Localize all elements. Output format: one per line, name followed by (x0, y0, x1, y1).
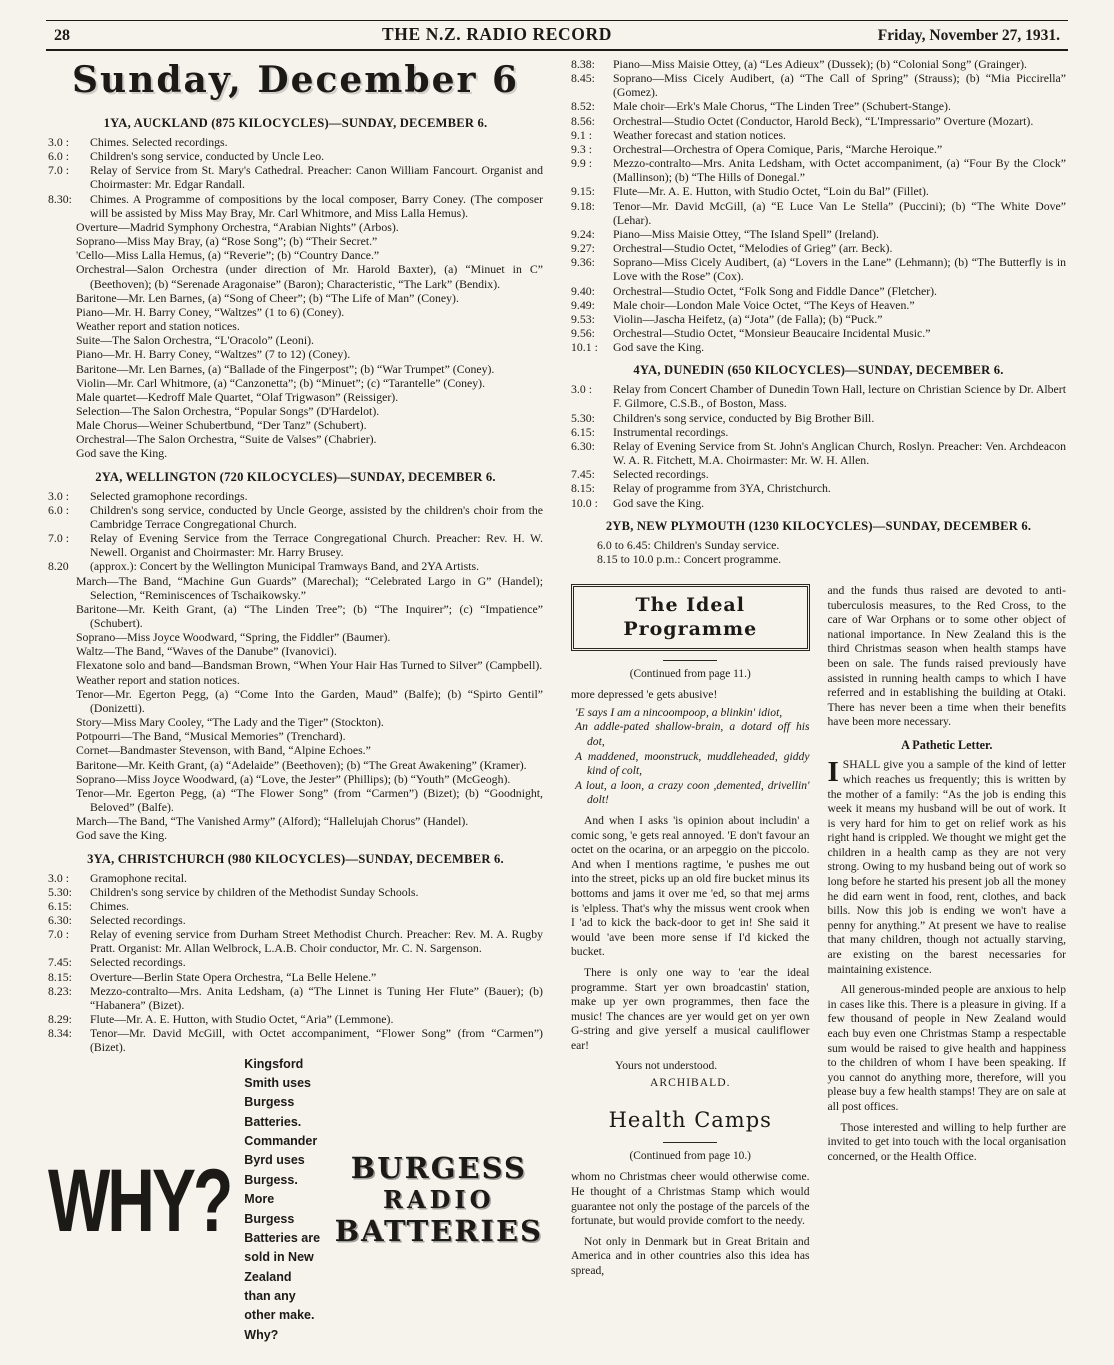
poem-line: A maddened, moonstruck, muddleheaded, giddy kind of colt, (575, 749, 810, 778)
entry-time: 8.20 (48, 559, 69, 574)
programme-entry (48, 262, 543, 290)
entry-time: 9.27: (571, 241, 595, 256)
poem-block (571, 706, 810, 808)
programme-entries (571, 382, 1066, 509)
programme-entry (571, 142, 1066, 156)
station-section (48, 116, 543, 461)
programme-entry (48, 163, 543, 191)
entry-text: (approx.): Concert by the Wellington Municipal Tramways Band, and 2YA Artists. (90, 559, 480, 574)
ideal-programme-body (571, 814, 810, 1054)
entry-text: Orchestral—Studio Octet (Conductor, Harold Beck), “L'Impressario” Overture (Mozart). (613, 113, 1034, 128)
entry-time: 6.30: (48, 912, 72, 927)
programme-entry (48, 135, 543, 149)
entry-text: Piano—Mr. H. Barry Coney, “Waltzes” (7 to 12) (Coney). (76, 347, 351, 362)
programme-entry (48, 743, 543, 757)
entry-text: Soprano—Miss Joyce Woodward, “Spring, the Fiddler” (Baumer). (76, 630, 391, 645)
article-paragraph: and the funds thus raised are devoted to anti-tuberculosis measures, to the Red Cross, to the care of War Orphans or to some other object of national importance. In New Zealand this is the third Christmas season when health stamps have been on sale. The funds raised previously have assisted in running health camps to which I have referred and in establishing the building at Otaki. There has never been a time when their benefits have been more necessary. (827, 584, 1066, 729)
programme-entry (571, 312, 1066, 326)
programme-entry (48, 729, 543, 743)
entry-text: Children's song service, conducted by Uncle George, assisted by the children's choir from the Cambridge Terrace Congregational Church. (90, 502, 543, 531)
programme-entry (571, 227, 1066, 241)
poem-line: 'E says I am a nincoompoop, a blinkin' idiot, (575, 705, 783, 719)
article-column-right (828, 584, 1067, 1285)
articles-section (571, 584, 1066, 1285)
entry-time: 8.30: (48, 191, 72, 206)
programme-entry (48, 814, 543, 828)
pathetic-letter-heading: A Pathetic Letter. (901, 737, 993, 752)
programme-entry (48, 828, 543, 842)
article-body-right (828, 983, 1067, 1164)
entry-time: 8.56: (571, 113, 595, 128)
drop-cap: I (827, 756, 839, 789)
programme-entries (571, 57, 1066, 354)
programme-entry (571, 255, 1066, 283)
entry-text: Selection—The Salon Orchestra, “Popular Songs” (D'Hardelot). (76, 403, 380, 418)
entry-time: 6.15: (571, 424, 595, 439)
entry-time: 7.0 : (48, 163, 69, 178)
programme-entry (48, 531, 543, 559)
entry-time: 8.15: (571, 481, 595, 496)
programme-entry (48, 489, 543, 503)
programme-entry (48, 644, 543, 658)
entry-time: 6.30: (571, 438, 595, 453)
entry-text: Waltz—The Band, “Waves of the Danube” (Ivanovici). (76, 644, 337, 659)
programme-entry (48, 192, 543, 220)
programme-entries (48, 871, 543, 1055)
ideal-programme-title: The Ideal Programme (623, 594, 758, 640)
entry-text: 'Cello—Miss Lalla Hemus, (a) “Reverie”; (b) “Country Dance.” (76, 248, 380, 263)
entry-text: 6.0 to 6.45: Children's Sunday service. (597, 537, 780, 552)
programme-entry (571, 467, 1066, 481)
entry-text: Selected recordings. (90, 912, 186, 927)
entry-text: Piano—Miss Maisie Ottey, “The Island Spell” (Ireland). (613, 226, 879, 241)
entry-time: 3.0 : (571, 382, 592, 397)
entry-time: 9.18: (571, 198, 595, 213)
entry-text: Piano—Mr. H. Barry Coney, “Waltzes” (1 to 6) (Coney). (76, 304, 345, 319)
programme-entry (571, 496, 1066, 510)
entry-time: 9.40: (571, 283, 595, 298)
programme-entries (571, 538, 1066, 566)
article-paragraph: whom no Christmas cheer would otherwise come. He thought of a Christmas Stamp which would guarantee not only the postage of the parcels of the fortunate, but would provide comfort to the needy. (571, 1170, 810, 1228)
entry-text: Soprano—Miss Cicely Audibert, (a) “The Call of Spring” (Strauss); (b) “Mia Piccirella” (Gomez). (613, 71, 1066, 100)
programme-entries (48, 489, 543, 843)
entry-text: Selected recordings. (90, 955, 186, 970)
day-heading: Sunday, December 6 (71, 59, 520, 101)
entry-time: 5.30: (571, 410, 595, 425)
advert-copy: Kingsford Smith uses Burgess Batteries. Commander Byrd uses Burgess. More Burgess Batteries are sold in New Zealand than any other make. Why? (244, 1056, 321, 1342)
programme-entry (571, 481, 1066, 495)
programme-entry (571, 199, 1066, 227)
entry-text: Orchestral—Studio Octet, “Folk Song and Fiddle Dance” (Fletcher). (613, 283, 938, 298)
entry-text: Piano—Miss Maisie Ottey, (a) “Les Adieux” (Dussek); (b) “Colonial Song” (Grainger). (613, 57, 1027, 71)
entry-text: March—The Band, “Machine Gun Guards” (Marechal); “Celebrated Largo in G” (Handel); Selection, “Reminiscences of Tschaikowsky.” (76, 573, 543, 602)
entry-text: Mezzo-contralto—Mrs. Anita Ledsham, with Octet accompaniment, (a) “Four By the Clock” (Mallinson); (b) “The Hills of Donegal.” (613, 156, 1066, 185)
entry-text: Baritone—Mr. Keith Grant, (a) “Adelaide” (Beethoven); (b) “The Great Awakening” (Kramer). (76, 757, 527, 772)
entry-time: 8.45: (571, 71, 595, 86)
programme-entry (571, 298, 1066, 312)
ideal-programme-title-box (571, 584, 810, 651)
station-section (571, 57, 1066, 354)
programme-entry (571, 382, 1066, 410)
entry-text: Children's song service by children of the Methodist Sunday Schools. (90, 884, 419, 899)
programme-entry (48, 347, 543, 361)
entry-time: 9.53: (571, 311, 595, 326)
entry-text: Male choir—Erk's Male Chorus, “The Linden Tree” (Schubert-Stange). (613, 99, 951, 114)
entry-text: Relay of Evening Service from St. John's Anglican Church, Roslyn. Preacher: Ven. Archdeacon W. A. R. Fitchett, M.A. Choirmaster: Mr. W. H. Allen. (613, 438, 1066, 468)
advert-why-headline: WHY? (48, 1149, 231, 1250)
health-camps-body (571, 1170, 810, 1278)
programme-entry (571, 326, 1066, 340)
entry-text: Tenor—Mr. David McGill, (a) “E Luce Van Le Stella” (Puccini); (b) “The White Dove” (Lehar). (613, 198, 1066, 227)
programme-entry (571, 552, 1066, 566)
station-section (571, 363, 1066, 509)
entry-text: 8.15 to 10.0 p.m.: Concert programme. (597, 551, 782, 566)
station-heading: 2YB, NEW PLYMOUTH (1230 KILOCYCLES)—SUNDAY, DECEMBER 6. (605, 518, 1032, 533)
entry-text: Tenor—Mr. Egerton Pegg, (a) “The Flower Song” (from “Carmen”) (Bizet); (b) “Goodnight, Beloved” (Balfe). (76, 785, 543, 815)
entry-text: Soprano—Miss May Bray, (a) “Rose Song”; (b) “Their Secret.” (76, 234, 378, 249)
entry-text: Chimes. (90, 898, 129, 913)
programme-entry (48, 913, 543, 927)
entry-text: Selected gramophone recordings. (90, 488, 248, 503)
entry-time: 3.0 : (48, 870, 69, 885)
programme-entry (48, 574, 543, 602)
entry-text: Overture—Madrid Symphony Orchestra, “Arabian Nights” (Arbos). (76, 219, 399, 234)
programme-entry (48, 899, 543, 913)
programme-entry (48, 687, 543, 715)
entry-time: 9.9 : (571, 156, 592, 171)
programme-entry (48, 362, 543, 376)
programme-entry (48, 885, 543, 899)
entry-text: Baritone—Mr. Keith Grant, (a) “The Linden Tree”; (b) “The Inquirer”; (c) “Impatience” (Schubert). (76, 601, 543, 630)
entry-text: Relay of Evening Service from the Terrace Congregational Church. Preacher: Rev. H. W. Newell. Organist and Choirmaster: Mr. Harry Brusey. (90, 531, 543, 560)
programme-entry (48, 319, 543, 333)
entry-text: Selected recordings. (613, 467, 709, 482)
entry-text: Tenor—Mr. David McGill, with Octet accompaniment, “Flower Song” (from “Carmen”) (Bizet). (90, 1026, 543, 1055)
programme-entry (48, 305, 543, 319)
continued-from-note: (Continued from page 10.) (629, 1150, 751, 1163)
entry-time: 6.15: (48, 898, 72, 913)
programme-entry (48, 291, 543, 305)
programme-entry (571, 439, 1066, 467)
programme-entry (571, 114, 1066, 128)
entry-text: Baritone—Mr. Len Barnes, (a) “Ballade of the Fingerpost”; (b) “War Trumpet” (Coney). (76, 361, 495, 376)
entry-text: Relay of Service from St. Mary's Cathedral. Preacher: Canon William Fancourt. Organist and Choirmaster: Mr. Edgar Randall. (90, 163, 543, 192)
entry-text: Soprano—Miss Joyce Woodward, (a) “Love, the Jester” (Phillips); (b) “Youth” (McGeogh). (76, 771, 511, 786)
entry-time: 8.52: (571, 99, 595, 114)
entry-text: Flute—Mr. A. E. Hutton, with Studio Octet, “Loin du Bal” (Fillet). (613, 184, 929, 199)
entry-text: Orchestral—The Salon Orchestra, “Suite de Valses” (Chabrier). (76, 432, 377, 447)
entry-text: Chimes. A Programme of compositions by the local composer, Barry Coney. (The composer will be assisted by Miss May Bray, Mr. Carl Whitmore, and Miss Lalla Hemus). (90, 191, 543, 220)
entry-text: Children's song service, conducted by Big Brother Bill. (613, 410, 875, 425)
programme-entry (48, 715, 543, 729)
entry-text: Instrumental recordings. (613, 424, 729, 439)
poem-line: An addle-pated shallow-brain, a dotard off his dot, (575, 720, 810, 749)
programme-entry (571, 538, 1066, 552)
entry-text: Chimes. Selected recordings. (90, 135, 228, 149)
station-heading: 2YA, WELLINGTON (720 KILOCYCLES)—SUNDAY, DECEMBER 6. (95, 469, 496, 484)
entry-text: Relay from Concert Chamber of Dunedin Town Hall, lecture on Christian Science by Dr. Albert F. Gilmore, C.S.B., of Boston, Mass. (613, 382, 1066, 411)
programme-entry (48, 630, 543, 644)
entry-text: March—The Band, “The Vanished Army” (Alford); “Hallelujah Chorus” (Handel). (76, 814, 469, 829)
entry-time: 8.34: (48, 1026, 72, 1041)
entry-time: 6.0 : (48, 502, 69, 517)
programme-entry (48, 333, 543, 347)
entry-text: Soprano—Miss Cicely Audibert, (a) “Lovers in the Lane” (Lehmann); (b) “The Butterfly is in Love with the Rose” (Cox). (613, 255, 1066, 284)
entry-text: Baritone—Mr. Len Barnes, (a) “Song of Cheer”; (b) “The Life of Man” (Coney). (76, 290, 459, 305)
station-listings-left (48, 107, 543, 1055)
entry-time: 7.0 : (48, 531, 69, 546)
paper-title: THE N.Z. RADIO RECORD (382, 24, 612, 44)
programme-entry (571, 57, 1066, 71)
entry-text: Violin—Jascha Heifetz, (a) “Jota” (de Falla); (b) “Puck.” (613, 311, 883, 326)
article-paragraph: There is only one way to 'ear the ideal programme. Start yer own broadcastin' station, make up yer own programmes, then face the music! The chances are yer would get on yer own G-string and give yerself a musical cauliflower ear! (571, 965, 810, 1052)
entry-time: 9.49: (571, 297, 595, 312)
left-column (48, 57, 543, 1342)
ornament-rule (663, 1139, 717, 1143)
programme-entry (48, 786, 543, 814)
masthead-row (46, 21, 1068, 49)
entry-time: 10.1 : (571, 340, 598, 355)
programme-entry (571, 71, 1066, 99)
programme-entry (571, 99, 1066, 113)
programme-entry (48, 658, 543, 672)
entry-text: Tenor—Mr. Egerton Pegg, (a) “Come Into the Garden, Maud” (Balfe); (b) “Spirto Gentil” (Donizetti). (76, 686, 543, 715)
entry-text: Mezzo-contralto—Mrs. Anita Ledsham, (a) “The Linnet is Tuning Her Flute” (Bauer); (b) “Habanera” (Bizet). (90, 983, 543, 1012)
programme-entry (48, 970, 543, 984)
programme-entry (48, 772, 543, 786)
programme-entry (571, 128, 1066, 142)
programme-entry (571, 284, 1066, 298)
brand-word-burgess: BURGESS (350, 1151, 527, 1186)
programme-entry (48, 927, 543, 955)
entry-text: Orchestral—Studio Octet, “Melodies of Grieg” (arr. Beck). (613, 241, 893, 256)
programme-entry (48, 446, 543, 460)
programme-entry (48, 984, 543, 1012)
station-heading: 1YA, AUCKLAND (875 KILOCYCLES)—SUNDAY, DECEMBER 6. (103, 116, 488, 130)
station-section (48, 470, 543, 843)
entry-text: God save the King. (76, 446, 168, 461)
entry-time: 8.29: (48, 1012, 72, 1027)
programme-entry (571, 156, 1066, 184)
entry-text: Relay of programme from 3YA, Christchurch. (613, 481, 831, 496)
burgess-advert (48, 1055, 543, 1346)
entry-text: Potpourri—The Band, “Musical Memories” (Trenchard). (76, 729, 346, 744)
programme-entry (48, 418, 543, 432)
station-heading: 4YA, DUNEDIN (650 KILOCYCLES)—SUNDAY, DECEMBER 6. (633, 363, 1004, 378)
article-paragraph: Not only in Denmark but in Great Britain and America and in other countries also this idea has spread, (571, 1234, 810, 1278)
entry-time: 3.0 : (48, 135, 69, 149)
station-section (48, 852, 543, 1055)
programme-entry (48, 955, 543, 969)
programme-entry (48, 390, 543, 404)
programme-entry (48, 149, 543, 163)
entry-time: 9.56: (571, 325, 595, 340)
entry-text: Flexatone solo and band—Bandsman Brown, “When Your Hair Has Turned to Silver” (Campbell). (76, 658, 543, 673)
continued-from-note: (Continued from page 11.) (629, 667, 751, 680)
pathetic-letter-paragraph (828, 758, 1067, 977)
entry-text: Cornet—Bandmaster Stevenson, with Band, “Alpine Echoes.” (76, 743, 371, 758)
station-listings-right (571, 57, 1066, 566)
entry-text: Weather report and station notices. (76, 319, 240, 334)
entry-time: 7.45: (48, 955, 72, 970)
entry-time: 6.0 : (48, 149, 69, 164)
programme-entry (571, 340, 1066, 354)
article-paragraph: All generous-minded people are anxious to help in cases like this. There is a pleasure in giving. If a few thousand of people in New Zealand would each buy even one Christmas Stamp a respectable sum would be raised to give health and happiness to the children of whom I have been speaking. If you cannot do anything more, therefore, will you please buy a few health stamps! They are on sale at all post offices. (827, 983, 1066, 1113)
programme-entry (571, 241, 1066, 255)
entry-text: God save the King. (613, 340, 705, 355)
paper-date: Friday, November 27, 1931. (877, 27, 1060, 44)
programme-entry (48, 673, 543, 687)
entry-text: Suite—The Salon Orchestra, “L'Oracolo” (Leoni). (76, 333, 314, 348)
entry-text: Male choir—London Male Voice Octet, “The Keys of Heaven.” (613, 297, 915, 312)
entry-time: 9.36: (571, 255, 595, 270)
entry-time: 7.0 : (48, 927, 69, 942)
entry-time: 9.15: (571, 184, 595, 199)
entry-text: Violin—Mr. Carl Whitmore, (a) “Canzonetta”; (b) “Minuet”; (c) “Tarantelle” (Coney). (76, 375, 486, 390)
entry-text: Male Chorus—Weiner Schubertbund, “Der Tanz” (Schubert). (76, 418, 367, 433)
brand-word-radio: RADIO (383, 1185, 495, 1215)
entry-time: 8.15: (48, 969, 72, 984)
right-column (571, 57, 1066, 1329)
station-heading: 3YA, CHRISTCHURCH (980 KILOCYCLES)—SUNDAY, DECEMBER 6. (87, 851, 504, 866)
station-section (571, 519, 1066, 566)
entry-text: Flute—Mr. A. E. Hutton, with Studio Octet, “Aria” (Lemmone). (90, 1012, 394, 1027)
entry-time: 3.0 : (48, 488, 69, 503)
programme-entry (48, 1012, 543, 1026)
programme-entry (48, 602, 543, 630)
page-number: 28 (54, 27, 70, 44)
entry-time: 8.23: (48, 983, 72, 998)
entry-text: Gramophone recital. (90, 870, 187, 885)
entry-text: Children's song service, conducted by Uncle Leo. (90, 149, 325, 164)
programme-entry (48, 376, 543, 390)
programme-entry (48, 871, 543, 885)
programme-entry (571, 411, 1066, 425)
page-columns (0, 51, 1114, 1342)
programme-entry (48, 220, 543, 234)
entry-time: 8.38: (571, 57, 595, 71)
programme-entry (48, 758, 543, 772)
page-header (0, 0, 1114, 51)
entry-time: 9.1 : (571, 127, 592, 142)
programme-entry (48, 404, 543, 418)
entry-text: Weather forecast and station notices. (613, 127, 786, 142)
programme-entry (48, 248, 543, 262)
programme-entries (48, 135, 543, 461)
health-camps-title: Health Camps (608, 1107, 772, 1132)
entry-text: God save the King. (613, 495, 705, 510)
entry-text: Story—Miss Mary Cooley, “The Lady and the Tiger” (Stockton). (76, 715, 384, 730)
entry-time: 9.24: (571, 226, 595, 241)
ornament-rule (663, 657, 717, 661)
programme-entry (48, 432, 543, 446)
entry-time: 10.0 : (571, 495, 598, 510)
entry-text: Orchestral—Studio Octet, “Monsieur Beaucaire Incidental Music.” (613, 325, 931, 340)
programme-entry (571, 184, 1066, 198)
programme-entry (48, 1026, 543, 1054)
article-column-left (571, 584, 810, 1285)
article-continuation-top (828, 584, 1067, 730)
entry-time: 5.30: (48, 884, 72, 899)
article-paragraph-text: SHALL give you a sample of the kind of letter which reaches us frequently; this is written by the mother of a family: “As the job is ending this week it means my husband will be out of work. It is very hard for him to get on relief work as his right hand is crippled. We thought we might get the children in a health camp as they are not very strong. Owing to my husband being out of work so long before he started his present job all the money he did earn went in food, rent, clothes, and back bills. Now this job is ending we won't have a penny for anything.” At present we have to realise that many children, though not actually starving, are existing on the barest necessaries for maintaining existence. (827, 758, 1066, 976)
brand-word-batteries: BATTERIES (334, 1214, 543, 1249)
entry-text: Relay of evening service from Durham Street Methodist Church. Preacher: Rev. M. A. Rugby Pratt. Organist: Mr. Allan Welbrock, L.A.B. Choir conductor, Mr. C. N. Sargenson. (90, 927, 543, 956)
entry-text: Orchestral—Salon Orchestra (under direction of Mr. Harold Baxter), (a) “Minuet in C” (Beethoven); (b) “Serenade Aragonaise” (Baron); Characteristic, “The Lark” (Bendix). (76, 262, 543, 291)
programme-entry (48, 559, 543, 573)
letter-signoff: Yours not understood. (615, 1059, 718, 1073)
article-paragraph: And when I asks 'is opinion about includin' a comic song, 'e gets real annoyed. 'E don't favour an octet on the ocarina, or an arpeggio on the piccolo. And when I mentions ragtime, 'e pushes me out into the street, picks up an old fire bucket minus its bottoms and jams it over me 'ed, so that mej arms is 'elpless. That's why the missus went crook when I 'ad to kick the back-door to get in! She said it would 'ave been more sense if I'd kicked the bucket. (571, 813, 810, 959)
entry-text: Orchestral—Orchestra of Opera Comique, Paris, “Marche Heroique.” (613, 141, 943, 156)
entry-text: Overture—Berlin State Opera Orchestra, “La Belle Helene.” (90, 969, 377, 984)
entry-time: 9.3 : (571, 141, 592, 156)
entry-text: Weather report and station notices. (76, 672, 240, 687)
article-paragraph: Those interested and willing to help further are invited to get into touch with the local organisation concerned, or the Health Office. (827, 1120, 1066, 1163)
programme-entry (48, 234, 543, 248)
poem-line: A lout, a loon, a crazy coon ,demented, drivellin' dolt! (575, 778, 810, 807)
article-lead-fragment: more depressed 'e gets abusive! (571, 688, 718, 702)
entry-text: Male quartet—Kedroff Male Quartet, “Olaf Trigwason” (Reissiger). (76, 389, 399, 404)
programme-entry (571, 425, 1066, 439)
burgess-brand-logo (335, 1151, 543, 1248)
letter-signature: ARCHIBALD. (649, 1076, 731, 1090)
entry-text: God save the King. (76, 828, 168, 843)
programme-entry (48, 503, 543, 531)
entry-time: 7.45: (571, 467, 595, 482)
